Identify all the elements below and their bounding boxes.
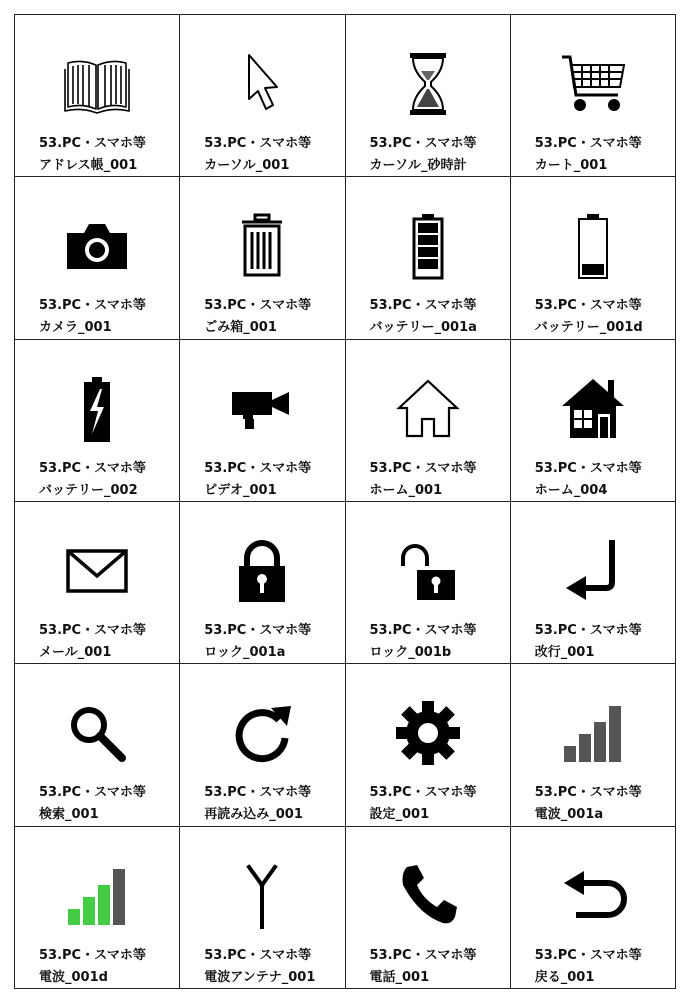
phone-icon [346, 861, 510, 931]
icon-caption [204, 133, 311, 177]
icon-tile[interactable] [346, 177, 511, 339]
signal-bars-green-icon [15, 861, 179, 931]
caption-title: バッテリー_001d [534, 320, 643, 336]
caption-category: 53.PC・スマホ等 [204, 622, 312, 638]
caption-title: 改行_001 [534, 644, 595, 660]
icon-tile[interactable] [180, 502, 345, 664]
back-arrow-icon [511, 861, 675, 931]
caption-title: カート_001 [534, 158, 608, 173]
caption-category: 53.PC・スマホ等 [369, 622, 477, 638]
caption-title: バッテリー_001a [369, 320, 477, 336]
icon-caption [535, 295, 643, 339]
caption-category: 53.PC・スマホ等 [39, 136, 146, 151]
icon-tile[interactable] [346, 340, 511, 502]
icon-caption [535, 620, 642, 664]
caption-category: 53.PC・スマホ等 [369, 785, 477, 801]
caption-title: ビデオ_001 [204, 482, 277, 498]
icon-tile[interactable] [15, 177, 180, 339]
battery-charging-icon [15, 374, 179, 444]
caption-title: 電波アンテナ_001 [204, 969, 316, 985]
icon-tile[interactable] [511, 502, 676, 664]
icon-tile[interactable] [511, 177, 676, 339]
icon-caption [535, 458, 642, 502]
gear-icon [346, 698, 510, 768]
icon-tile[interactable] [180, 177, 345, 339]
icon-caption [39, 782, 146, 826]
caption-title: 戻る_001 [534, 969, 595, 985]
icon-tile[interactable] [180, 340, 345, 502]
icon-grid [14, 14, 676, 989]
return-arrow-icon [511, 536, 675, 606]
icon-tile[interactable] [15, 502, 180, 664]
cursor-arrow-icon [180, 49, 344, 119]
icon-caption [370, 295, 477, 339]
icon-caption [204, 782, 311, 826]
icon-tile[interactable] [346, 664, 511, 826]
caption-category: 53.PC・スマホ等 [534, 460, 642, 476]
caption-category: 53.PC・スマホ等 [369, 298, 477, 314]
camera-icon [15, 211, 179, 281]
icon-tile[interactable] [346, 15, 511, 177]
caption-title: ホーム_004 [534, 482, 608, 498]
icon-tile[interactable] [346, 502, 511, 664]
antenna-icon [180, 861, 344, 931]
home-outline-icon [346, 374, 510, 444]
caption-title: バッテリー_002 [39, 482, 138, 498]
hourglass-icon [346, 49, 510, 119]
caption-title: 電波_001a [534, 807, 604, 823]
icon-caption [370, 458, 477, 502]
icon-caption [370, 782, 477, 826]
caption-category: 53.PC・スマホ等 [204, 947, 312, 963]
caption-category: 53.PC・スマホ等 [534, 298, 642, 314]
icon-caption [535, 782, 642, 826]
caption-category: 53.PC・スマホ等 [39, 947, 146, 963]
caption-title: カメラ_001 [39, 320, 112, 336]
icon-caption [204, 295, 311, 339]
icon-caption [39, 620, 146, 664]
icon-tile[interactable] [15, 340, 180, 502]
caption-category: 53.PC・スマホ等 [534, 785, 642, 801]
caption-title: 電話_001 [369, 969, 430, 985]
caption-category: 53.PC・スマホ等 [39, 622, 146, 638]
icon-caption [370, 945, 477, 989]
icon-caption [535, 945, 642, 989]
caption-category: 53.PC・スマホ等 [39, 460, 146, 476]
battery-full-icon [346, 211, 510, 281]
cart-icon [511, 49, 675, 119]
home-filled-icon [511, 374, 675, 444]
icon-tile[interactable] [511, 827, 676, 989]
battery-low-icon [511, 211, 675, 281]
caption-category: 53.PC・スマホ等 [369, 136, 477, 151]
icon-tile[interactable] [15, 827, 180, 989]
icon-caption [535, 133, 642, 177]
icon-caption [39, 458, 146, 502]
icon-caption [39, 945, 146, 989]
signal-bars-gray-icon [511, 698, 675, 768]
icon-tile[interactable] [180, 664, 345, 826]
lock-open-icon [346, 536, 510, 606]
caption-category: 53.PC・スマホ等 [534, 136, 642, 151]
icon-tile[interactable] [180, 15, 345, 177]
reload-icon [180, 698, 344, 768]
icon-tile[interactable] [511, 15, 676, 177]
caption-category: 53.PC・スマホ等 [204, 136, 312, 151]
lock-closed-icon [180, 536, 344, 606]
icon-caption [204, 620, 311, 664]
address-book-icon [15, 49, 179, 119]
icon-caption [39, 295, 146, 339]
icon-caption [204, 458, 311, 502]
caption-category: 53.PC・スマホ等 [534, 622, 642, 638]
trash-icon [180, 211, 344, 281]
caption-title: ごみ箱_001 [204, 320, 277, 336]
caption-title: ロック_001a [204, 644, 286, 660]
icon-caption [39, 133, 146, 177]
caption-category: 53.PC・スマホ等 [204, 785, 312, 801]
caption-title: 設定_001 [369, 807, 430, 823]
caption-title: 電波_001d [39, 969, 108, 985]
icon-caption [204, 945, 315, 989]
icon-caption [370, 620, 477, 664]
icon-tile[interactable] [511, 340, 676, 502]
caption-title: ロック_001b [369, 644, 452, 660]
video-camera-icon [180, 374, 344, 444]
caption-category: 53.PC・スマホ等 [369, 947, 477, 963]
caption-category: 53.PC・スマホ等 [369, 460, 477, 476]
caption-title: カーソル_001 [204, 158, 290, 173]
caption-category: 53.PC・スマホ等 [204, 460, 312, 476]
caption-category: 53.PC・スマホ等 [204, 298, 312, 314]
caption-title: 検索_001 [39, 807, 99, 823]
icon-tile[interactable] [15, 15, 180, 177]
caption-category: 53.PC・スマホ等 [39, 298, 146, 314]
icon-tile[interactable] [180, 827, 345, 989]
search-icon [15, 698, 179, 768]
caption-category: 53.PC・スマホ等 [534, 947, 642, 963]
mail-icon [15, 536, 179, 606]
caption-category: 53.PC・スマホ等 [39, 785, 146, 801]
caption-title: 再読み込み_001 [204, 807, 303, 823]
icon-tile[interactable] [511, 664, 676, 826]
icon-tile[interactable] [346, 827, 511, 989]
caption-title: メール_001 [39, 644, 112, 660]
caption-title: アドレス帳_001 [39, 158, 138, 173]
icon-tile[interactable] [15, 664, 180, 826]
caption-title: ホーム_001 [369, 482, 443, 498]
icon-caption [370, 133, 477, 177]
caption-title: カーソル_砂時計 [369, 158, 467, 173]
